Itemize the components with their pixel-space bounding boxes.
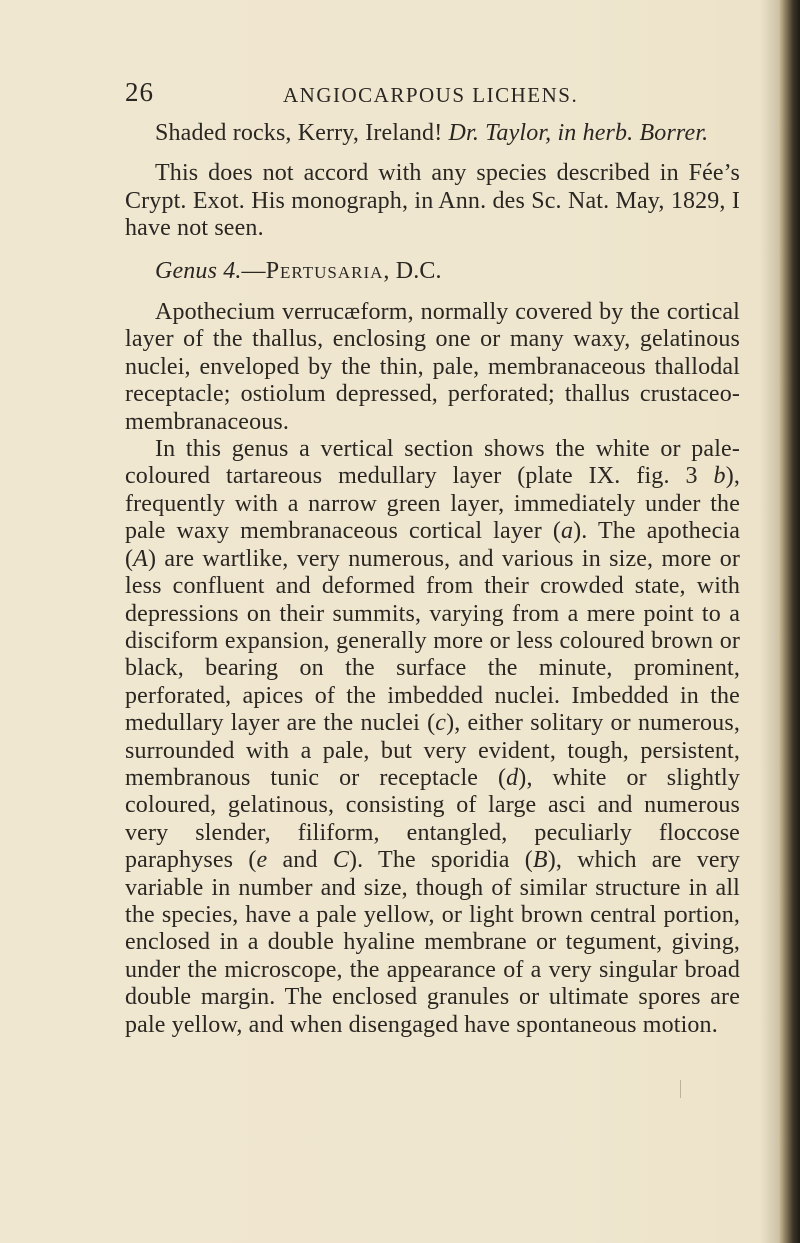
account-text-7: and [267,847,333,874]
figure-ref-B: B [532,847,548,874]
account-text-8: ). The sporidia ( [348,847,533,874]
book-edge [778,0,800,1243]
genus-authority: D.C. [395,257,442,284]
genus-description: Apothecium verrucæform, normally covered by the cortical layer of the thallus, enclosing one or many waxy, gelatinous nuclei, enveloped by the thin, pale, membranaceous thallodal receptacle; ostiolum depressed, perforated; thallus crustaceo-membranaceous. [125,299,740,435]
account-text-5: ), either solitary or numerous, surrounded with a pale, but very evident, tough, persistent, membranous tunic or receptacle ( [125,710,740,791]
genus-dash: — [241,257,266,284]
locality-paragraph [125,120,740,147]
figure-ref-c: c [435,710,447,737]
figure-ref-d: d [506,764,519,791]
genus-number: Genus 4. [155,257,242,284]
collector-citation: Dr. Taylor, in herb. Borrer. [448,120,709,146]
page-number: 26 [125,77,154,107]
page-header [125,78,745,112]
note-paragraph: This does not accord with any species described in Fée’s Crypt. Exot. His monograph, in Ann. des Sc. Nat. May, 1829, I have not seen. [125,160,740,242]
paper-mark [680,1080,681,1098]
account-text-3: ). The apothecia ( [125,518,741,572]
genus-heading: Genus 4.—Pertusaria, D.C. [155,257,442,284]
account-text-2: ), frequently with a narrow green layer, immediately under the pale waxy membranaceous cortical layer ( [125,463,740,545]
genus-account [125,436,740,1039]
page-gutter-shadow [760,0,778,1243]
account-text-4: ) are wartlike, very numerous, and various in size, more or less confluent and deformed from their crowded state, with depressions on their summits, varying from a mere point to a disciform expansion, generally more or less coloured brown or black, bearing on the surface the minute, prominent, perforated, apices of the imbedded nuclei. Imbedded in the medullary layer are the nuclei ( [125,545,740,737]
figure-ref-a: a [560,518,574,545]
figure-ref-b: b [713,463,726,490]
figure-ref-A: A [133,545,148,572]
account-text-9: ), which are very variable in number and size, though of similar structure in all the species, have a pale yellow, or light brown central portion, enclosed in a double hyaline membrane or tegument, giving, under the microscope, the appearance of a very singular broad double margin. The enclosed granules or ultimate spores are pale yellow, and when disengaged have spontaneous motion. [125,847,741,1038]
page-text [125,120,740,1039]
figure-ref-C: C [332,847,349,874]
account-text-6: ), white or slightly coloured, gelatinous, consisting of large asci and numerous very slender, filiform, entangled, peculiarly floccose paraphyses ( [125,764,740,874]
figure-ref-e: e [256,847,268,874]
genus-name: Pertusaria [265,257,384,284]
running-head: ANGIOCARPOUS LICHENS. [283,83,579,107]
account-text-1: In this genus a vertical section shows the white or pale-coloured tartareous medullary layer (plate IX. fig. 3 [125,436,740,490]
locality-text: Shaded rocks, Kerry, Ireland! [155,120,443,146]
